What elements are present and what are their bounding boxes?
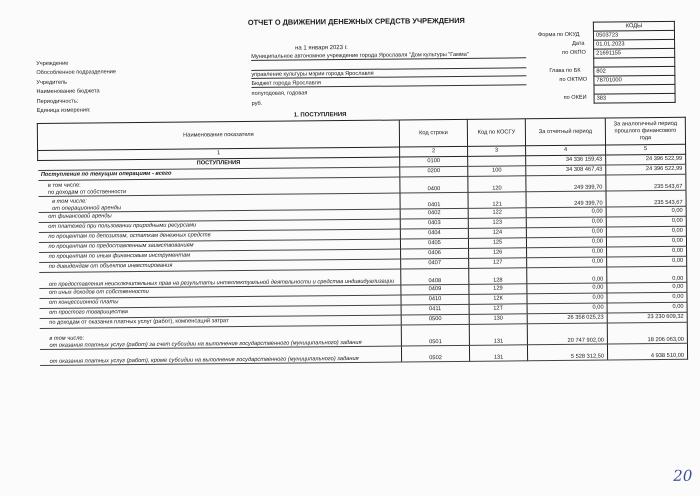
row-prior-amount: 24 396 522,99	[606, 164, 686, 175]
row-kosgu-code: 126	[469, 248, 527, 259]
row-kosgu-code: 130	[469, 314, 527, 325]
row-prior-amount: 0,00	[607, 246, 687, 257]
row-line-code: 0100	[400, 156, 468, 167]
row-line-code: 0402	[400, 208, 468, 219]
row-line-code: 0411	[401, 304, 469, 315]
row-line-code: 0404	[400, 228, 468, 239]
row-name: по процентам по предоставленным заимствованиям	[38, 239, 400, 252]
okud-label: Форма по ОКУД	[537, 31, 580, 39]
row-kosgu-code: 131	[469, 345, 527, 362]
row-name: в том числе: по доходам от собственности	[38, 177, 400, 196]
row-prior-amount: 0,00	[607, 292, 687, 303]
row-line-code: 0409	[401, 284, 469, 295]
receipts-table	[37, 117, 688, 366]
row-kosgu-code: 124	[468, 228, 526, 239]
row-line-code: 0200	[400, 166, 468, 177]
report-title: ОТЧЕТ О ДВИЖЕНИИ ДЕНЕЖНЫХ СРЕДСТВ УЧРЕЖДЕНИЯ	[247, 15, 465, 27]
codes-header: КОДЫ	[593, 21, 674, 31]
row-kosgu-code: 121	[468, 192, 526, 209]
row-current-amount: 26 358 025,23	[527, 313, 607, 324]
row-kosgu-code: 131	[469, 324, 527, 346]
row-current-amount: 20 747 902,00	[527, 323, 607, 345]
row-prior-amount: 0,00	[607, 302, 687, 313]
okei-label: по ОКЕИ	[563, 94, 587, 101]
report-date: на 1 января 2023 г.	[295, 45, 348, 52]
row-kosgu-code	[468, 156, 526, 167]
row-name: от иных доходов от собственности	[39, 285, 401, 298]
row-current-amount: 0,00	[527, 293, 607, 304]
period-value: полугодовая, годовая	[251, 90, 308, 97]
row-name: по процентам по иным финансовым инструментам	[39, 249, 401, 262]
uchred-label: Учредитель	[36, 79, 68, 87]
row-line-code: 0401	[400, 192, 468, 209]
row-kosgu-code: 129	[469, 284, 527, 295]
row-line-code: 0400	[400, 176, 468, 193]
row-prior-amount: 0,00	[607, 266, 687, 283]
row-name: от платежей при пользовании природными ресурсами	[38, 219, 400, 232]
uchr-value: Муниципальное автономное учреждение города Ярославля "Дом культуры "Гамма"	[251, 51, 526, 61]
row-prior-amount: 0,00	[606, 236, 686, 247]
col-number: 5	[606, 144, 686, 155]
row-name: Поступления по текущим операциям - всего	[38, 167, 400, 180]
row-current-amount: 5 528 312,50	[527, 344, 607, 361]
row-current-amount: 0,00	[526, 217, 606, 228]
row-prior-amount: 0,00	[607, 256, 687, 267]
row-prior-amount: 18 206 063,00	[607, 322, 687, 344]
col-header-kosgu: Код по КОСГУ	[467, 119, 525, 147]
col-number: 2	[400, 146, 468, 157]
row-name: по дивидендам от объектов инвестирования	[39, 259, 401, 272]
row-current-amount: 0,00	[527, 303, 607, 314]
code-glava: 802	[594, 66, 675, 76]
row-current-amount: 249 399,70	[526, 175, 606, 192]
row-prior-amount: 24 396 522,99	[606, 154, 686, 165]
okpo-label: по ОКПО	[562, 49, 586, 56]
row-name: от финансовой аренды	[38, 209, 400, 222]
row-prior-amount: 235 543,67	[606, 190, 686, 207]
uchred-value: управление культуры мэрии города Ярославля	[251, 69, 526, 79]
row-name: по доходам от оказания платных услуг (работ), компенсаций затрат	[39, 315, 401, 328]
section-title: 1. ПОСТУПЛЕНИЯ	[293, 112, 347, 119]
col-number: 3	[468, 146, 526, 157]
row-name: в том числе: от операционной аренды	[38, 193, 400, 212]
row-prior-amount: 235 543,67	[606, 174, 686, 191]
col-number: 4	[526, 145, 606, 156]
row-kosgu-code: 100	[468, 166, 526, 177]
row-kosgu-code: 120	[468, 176, 526, 193]
col-number: 1	[38, 147, 400, 160]
col-header-name: Наименование показателя	[37, 120, 399, 150]
code-oktmo: 78701000	[594, 75, 675, 85]
row-line-code: 0403	[400, 218, 468, 229]
oktmo-label: по ОКТМО	[559, 76, 588, 83]
row-line-code: 0502	[401, 345, 469, 362]
row-name: по процентам по депозитам, остаткам денежных средств	[38, 229, 400, 242]
row-kosgu-code: 128	[469, 268, 527, 285]
col-header-current: За отчетный период	[525, 118, 605, 146]
row-current-amount: 0,00	[527, 257, 607, 268]
date-label: Дата	[572, 40, 585, 47]
row-current-amount: 34 308 467,43	[526, 165, 606, 176]
row-current-amount: 0,00	[526, 207, 606, 218]
row-line-code: 0501	[401, 324, 469, 346]
uchr-label: Учреждение	[36, 60, 69, 68]
code-okei: 383	[594, 93, 675, 103]
row-prior-amount: 0,00	[606, 206, 686, 217]
row-line-code: 0500	[401, 314, 469, 325]
row-kosgu-code: 125	[468, 238, 526, 249]
row-current-amount: 0,00	[527, 247, 607, 258]
row-kosgu-code: 12К	[469, 294, 527, 305]
row-line-code: 0410	[401, 294, 469, 305]
row-prior-amount: 0,00	[606, 226, 686, 237]
row-name: ПОСТУПЛЕНИЯ	[38, 157, 400, 170]
row-line-code: 0405	[400, 238, 468, 249]
col-header-prior: За аналогичный период прошлого финансового года	[605, 117, 685, 145]
budget-value: Бюджет города Ярославля	[251, 78, 526, 88]
code-okpo: 21691155	[594, 48, 675, 58]
row-current-amount: 0,00	[526, 237, 606, 248]
code-okud: 0503723	[593, 30, 674, 40]
row-kosgu-code: 12Т	[469, 304, 527, 315]
row-name: в том числе: от оказания платных услуг (работ) за счет субсидии на выполнение государственного (муниципального) задания	[39, 325, 401, 349]
row-current-amount: 0,00	[527, 267, 607, 284]
handwritten-page-number: 20	[673, 466, 693, 485]
row-prior-amount: 4 938 510,00	[607, 343, 687, 360]
row-kosgu-code: 123	[468, 218, 526, 229]
col-header-line: Код строки	[399, 119, 467, 147]
row-line-code: 0408	[401, 268, 469, 285]
row-prior-amount: 0,00	[606, 216, 686, 227]
row-line-code: 0406	[401, 248, 469, 259]
row-name: от простого товарищества	[39, 305, 401, 318]
row-kosgu-code: 127	[469, 258, 527, 269]
budget-label: Наименование бюджета	[36, 88, 100, 96]
codes-table	[593, 21, 676, 104]
row-prior-amount: 0,00	[607, 282, 687, 293]
row-current-amount: 249 399,70	[526, 191, 606, 208]
period-label: Периодичность:	[36, 98, 79, 106]
row-current-amount: 34 336 159,43	[526, 155, 606, 166]
row-prior-amount: 23 230 609,32	[607, 312, 687, 323]
table-body	[38, 154, 688, 365]
row-kosgu-code: 122	[468, 208, 526, 219]
row-name: от оказания платных услуг (работ), кроме субсидии на выполнение государственного (муниципального) задания	[39, 346, 401, 365]
row-line-code: 0407	[401, 258, 469, 269]
row-current-amount: 0,00	[527, 283, 607, 294]
unit-value: руб.	[251, 100, 263, 107]
code-date: 01.01.2023	[594, 39, 675, 49]
row-name: от концессионной платы	[39, 295, 401, 308]
unit-label: Единица измерения:	[36, 107, 91, 115]
row-name: от предоставления неисключительных прав на результаты интеллектуальной деятельности и средства индивидуализации	[39, 269, 401, 288]
obos-label: Обособленное подразделение	[36, 69, 117, 77]
glava-label: Глава по БК	[549, 67, 581, 75]
row-current-amount: 0,00	[526, 227, 606, 238]
